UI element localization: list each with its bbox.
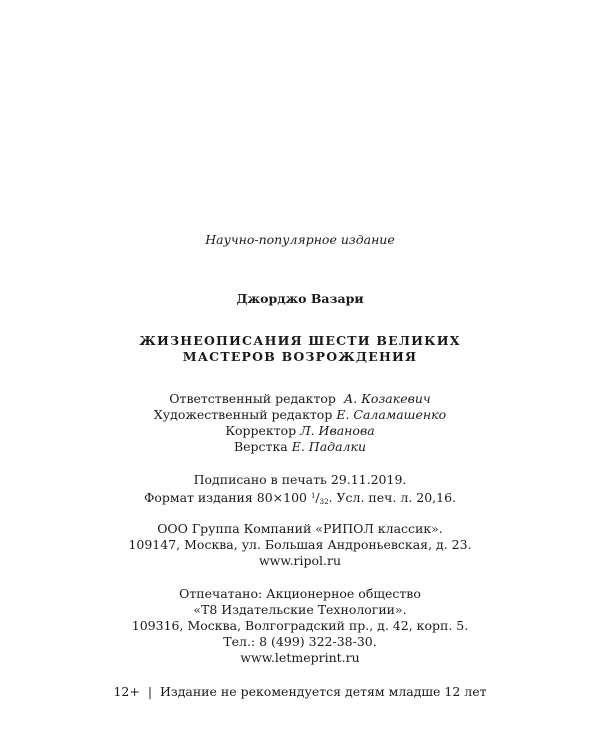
book-title-line-2: МАСТЕРОВ ВОЗРОЖДЕНИЯ [182, 349, 418, 364]
printer-phone: Тел.: 8 (499) 322-38-30. [223, 634, 377, 649]
layout-credit [0, 439, 600, 455]
corrector-role: Корректор [225, 423, 297, 438]
signed-date: Подписано в печать 29.11.2019. [193, 472, 407, 487]
art-editor-credit [0, 407, 600, 423]
printer-address: 109316, Москва, Волгоградский пр., д. 42, корп. 5. [131, 618, 469, 633]
age-notice: Издание не рекомендуется детям младше 12 лет [159, 684, 487, 699]
layout-role: Верстка [233, 439, 288, 454]
genre-label: Научно-популярное издание [205, 232, 395, 247]
format-prefix: Формат издания 80×100 [143, 490, 311, 505]
corrector-name: Л. Иванова [300, 423, 375, 438]
art-editor-name: Е. Саламашенко [336, 407, 447, 422]
format-denominator: 32 [319, 498, 329, 506]
art-editor-role: Художественный редактор [153, 407, 333, 422]
book-title-line-1: ЖИЗНЕОПИСАНИЯ ШЕСТИ ВЕЛИКИХ [139, 333, 461, 348]
editor-role: Ответственный редактор [169, 391, 336, 406]
printer-site: www.letmeprint.ru [240, 650, 360, 665]
publisher-name: ООО Группа Компаний «РИПОЛ классик». [157, 521, 443, 536]
age-separator: | [147, 684, 153, 699]
format-numerator: 1 [310, 492, 316, 500]
age-rating-line [0, 684, 600, 700]
format-line [0, 488, 600, 510]
format-slash: / [315, 490, 320, 505]
format-suffix: . Усл. печ. л. 20,16. [328, 490, 457, 505]
editor-name: А. Козакевич [343, 391, 431, 406]
layout-name: Е. Падалки [291, 439, 367, 454]
author-name: Джорджо Вазари [236, 291, 364, 306]
age-rating: 12+ [113, 684, 140, 699]
publisher-address: 109147, Москва, ул. Большая Андроньевская, д. 23. [128, 537, 472, 552]
editor-credit [0, 391, 600, 407]
corrector-credit [0, 423, 600, 439]
publisher-site: www.ripol.ru [258, 553, 342, 568]
printer-line-1: Отпечатано: Акционерное общество [179, 586, 421, 601]
printer-line-2: «Т8 Издательские Технологии». [193, 602, 407, 617]
